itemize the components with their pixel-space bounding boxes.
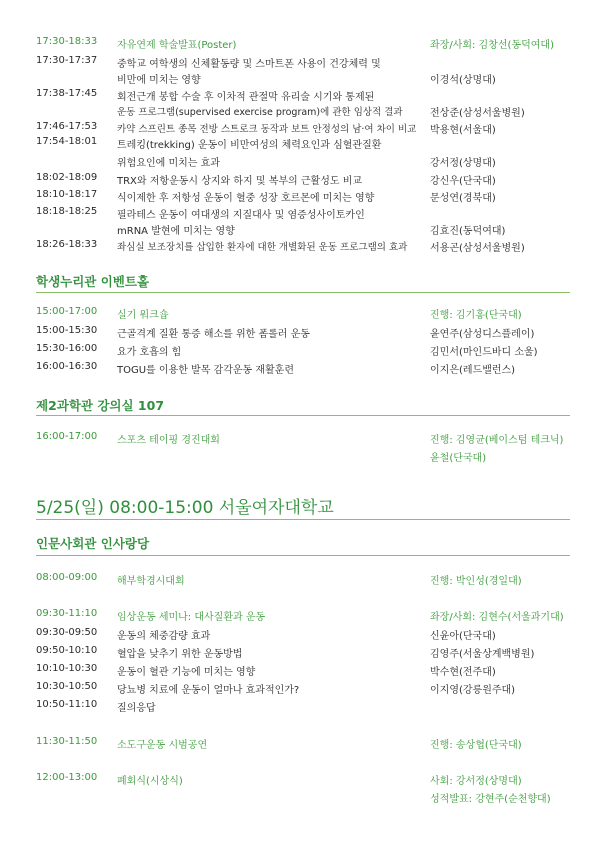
presenter: 김영주(서울상계백병원) [430, 649, 535, 660]
workshop-title: 실기 워크숍 [117, 310, 169, 321]
session-title: 운동이 혈관 기능에 미치는 영향 [117, 667, 256, 678]
session-time: 10:10-10:30 [36, 663, 98, 674]
session-title: 트레킹(trekking) 운동이 비만여성의 체력요인과 심혈관질환 [117, 140, 382, 151]
presenter: 김효진(동덕여대) [430, 226, 506, 237]
session-time: 10:30-10:50 [36, 681, 98, 692]
session-time: 17:46-17:53 [36, 121, 98, 132]
seminar-chair: 좌장/사회: 김현수(서울과기대) [430, 612, 564, 623]
poster-session-chair: 좌장/사회: 김창선(동덕여대) [430, 40, 554, 51]
session-time: 10:50-11:10 [36, 699, 98, 710]
session-time: 18:26-18:33 [36, 239, 98, 250]
session-time: 17:54-18:01 [36, 136, 98, 147]
presenter: 이지영(강릉원주대) [430, 685, 516, 696]
presenter: 서용곤(삼성서울병원) [430, 243, 525, 254]
session-title: 회전근개 봉합 수술 후 이차적 관절막 유리술 시기와 통제된 [117, 92, 375, 103]
session-title: TOGU를 이용한 발목 감각운동 재활훈련 [117, 365, 295, 376]
closing-title: 폐회식(시상식) [117, 776, 183, 787]
venue-heading: 인문사회관 인사랑당 [36, 536, 150, 551]
competition-title: 스포츠 테이핑 경진대회 [117, 435, 220, 446]
presenter: 박수현(전주대) [430, 667, 496, 678]
performance-host: 진행: 송상협(단국대) [430, 740, 522, 751]
session-title-cont: 비만에 미치는 영향 [117, 75, 201, 86]
session-title: 근골격계 질환 통증 해소를 위한 폼롤러 운동 [117, 329, 310, 340]
session-time: 15:00-15:30 [36, 325, 98, 336]
session-title-cont: 위험요인에 미치는 효과 [117, 158, 220, 169]
workshop-time: 15:00-17:00 [36, 306, 98, 317]
session-title-cont: mRNA 발현에 미치는 영향 [117, 226, 235, 237]
presenter: 신윤아(단국대) [430, 631, 496, 642]
performance-time: 11:30-11:50 [36, 736, 98, 747]
session-time: 08:00-09:00 [36, 572, 98, 583]
closing-host: 사회: 강서정(상명대) [430, 776, 522, 787]
session-title-cont: 운동 프로그램(supervised exercise program)에 관한 임상적 결과 [117, 107, 403, 118]
section-divider [36, 519, 570, 520]
presenter: 강신우(단국대) [430, 176, 496, 187]
section-divider [36, 415, 570, 416]
seminar-time: 09:30-11:10 [36, 608, 98, 619]
presenter: 윤연주(삼성디스플레이) [430, 329, 535, 340]
section-divider [36, 555, 570, 556]
venue-heading: 제2과학관 강의실 107 [36, 398, 165, 413]
presenter: 김민서(마인드바디 소울) [430, 347, 538, 358]
session-time: 16:00-16:30 [36, 361, 98, 372]
section-divider [36, 292, 570, 293]
session-title: 혈압을 낮추기 위한 운동방법 [117, 649, 243, 660]
workshop-host: 진행: 김기홍(단국대) [430, 310, 522, 321]
competition-time: 16:00-17:00 [36, 431, 98, 442]
session-time: 17:38-17:45 [36, 88, 98, 99]
poster-session-time: 17:30-18:33 [36, 36, 98, 47]
session-title: 식이제한 후 저항성 운동이 혈중 성장 호르몬에 미치는 영향 [117, 193, 375, 204]
competition-host-2: 윤철(단국대) [430, 453, 487, 464]
presenter: 강서정(상명대) [430, 158, 496, 169]
presenter: 이지은(레드밸런스) [430, 365, 516, 376]
presenter: 이경석(상명대) [430, 75, 496, 86]
venue-heading: 학생누리관 이벤트홀 [36, 274, 150, 289]
session-title: 해부학경시대회 [117, 576, 185, 587]
session-title: 요가 호흡의 힘 [117, 347, 182, 358]
session-title: 당뇨병 치료에 운동이 얼마나 효과적인가? [117, 685, 300, 696]
competition-host: 진행: 김영균(베이스텀 테크닉) [430, 435, 564, 446]
session-host: 진행: 박인성(경일대) [430, 576, 522, 587]
session-time: 17:30-17:37 [36, 55, 98, 66]
session-time: 18:10-18:17 [36, 189, 98, 200]
session-title: TRX와 저항운동시 상지와 하지 및 복부의 근활성도 비교 [117, 176, 363, 187]
presenter: 박용현(서울대) [430, 125, 496, 136]
day-header: 5/25(일) 08:00-15:00 서울여자대학교 [36, 498, 334, 518]
session-time: 18:02-18:09 [36, 172, 98, 183]
poster-session-title: 자유연제 학술발표(Poster) [117, 40, 237, 51]
session-title: 운동의 체중감량 효과 [117, 631, 211, 642]
presenter: 문성연(경북대) [430, 193, 496, 204]
session-time: 18:18-18:25 [36, 206, 98, 217]
presenter: 전상준(삼성서울병원) [430, 108, 525, 119]
closing-awards: 성적발표: 강현주(순천향대) [430, 794, 551, 805]
session-time: 09:50-10:10 [36, 645, 98, 656]
session-time: 15:30-16:00 [36, 343, 98, 354]
session-title: 질의응답 [117, 703, 156, 714]
session-title: 카약 스프린트 종목 전방 스트로크 동작과 보트 안정성의 남·여 차이 비교 [117, 124, 417, 135]
session-title: 필라테스 운동이 여대생의 지질대사 및 염증성사이토카인 [117, 210, 365, 221]
session-time: 09:30-09:50 [36, 627, 98, 638]
seminar-title: 임상운동 세미나: 대사질환과 운동 [117, 612, 266, 623]
session-title: 좌심실 보조장치를 삽입한 환자에 대한 개별화된 운동 프로그램의 효과 [117, 242, 408, 253]
session-title: 중학교 여학생의 신체활동량 및 스마트폰 사용이 건강체력 및 [117, 59, 381, 70]
closing-time: 12:00-13:00 [36, 772, 98, 783]
performance-title: 소도구운동 시범공연 [117, 740, 208, 751]
